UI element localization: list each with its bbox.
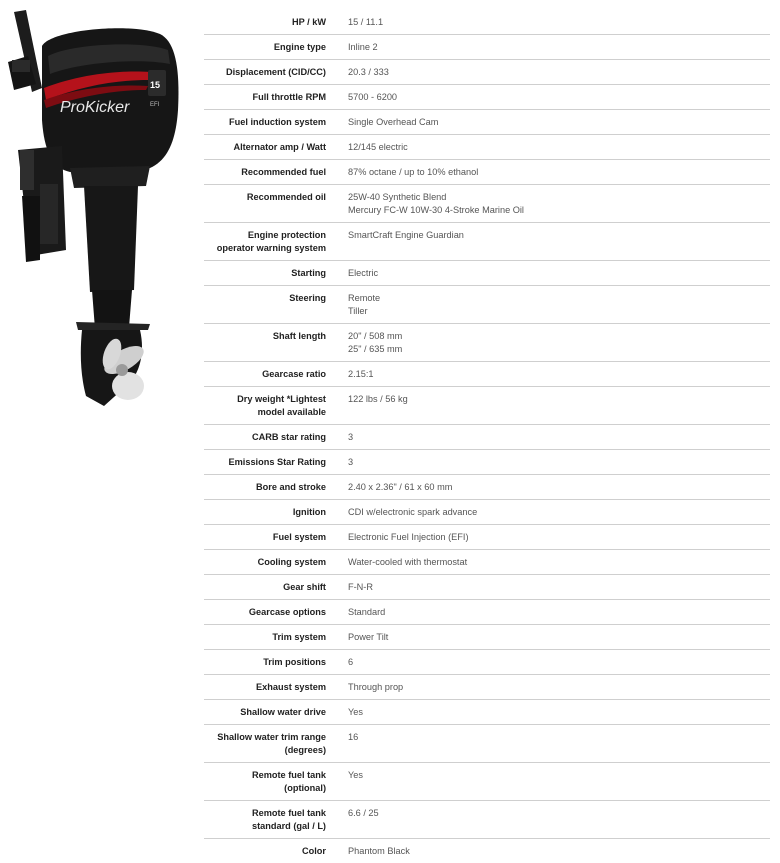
spec-row xyxy=(204,450,770,475)
spec-value-line: Phantom Black xyxy=(348,845,770,858)
spec-row xyxy=(204,223,770,261)
spec-row xyxy=(204,600,770,625)
spec-value-line: Remote xyxy=(348,292,770,305)
spec-label-line: Shaft length xyxy=(204,330,326,343)
spec-value xyxy=(336,675,770,700)
spec-value-line: Yes xyxy=(348,706,770,719)
spec-value-line: Yes xyxy=(348,769,770,782)
spec-label-line: Steering xyxy=(204,292,326,305)
spec-label-line: CARB star rating xyxy=(204,431,326,444)
spec-row xyxy=(204,110,770,135)
spec-value-line: 16 xyxy=(348,731,770,744)
spec-label xyxy=(204,110,336,135)
spec-value xyxy=(336,110,770,135)
spec-label-line: Cooling system xyxy=(204,556,326,569)
spec-label-line: Engine type xyxy=(204,41,326,54)
spec-label xyxy=(204,725,336,763)
spec-value-line: 6 xyxy=(348,656,770,669)
spec-label xyxy=(204,261,336,286)
spec-row xyxy=(204,135,770,160)
spec-label-line: (optional) xyxy=(204,782,326,795)
spec-value-line: 25W-40 Synthetic Blend xyxy=(348,191,770,204)
spec-label xyxy=(204,160,336,185)
spec-label xyxy=(204,625,336,650)
spec-row xyxy=(204,85,770,110)
spec-label xyxy=(204,35,336,60)
spec-label xyxy=(204,60,336,85)
spec-row xyxy=(204,801,770,839)
spec-label xyxy=(204,600,336,625)
spec-value-line: Water-cooled with thermostat xyxy=(348,556,770,569)
spec-value-line: 3 xyxy=(348,431,770,444)
spec-value xyxy=(336,60,770,85)
spec-value-line: Electric xyxy=(348,267,770,280)
spec-row xyxy=(204,575,770,600)
spec-row xyxy=(204,500,770,525)
spec-value-line: 122 lbs / 56 kg xyxy=(348,393,770,406)
spec-label-line: Recommended oil xyxy=(204,191,326,204)
spec-label-line: Alternator amp / Watt xyxy=(204,141,326,154)
spec-value xyxy=(336,160,770,185)
spec-row xyxy=(204,763,770,801)
spec-value-line: 2.15:1 xyxy=(348,368,770,381)
spec-label-line: Bore and stroke xyxy=(204,481,326,494)
spec-row xyxy=(204,160,770,185)
spec-value xyxy=(336,475,770,500)
spec-label-line: Trim system xyxy=(204,631,326,644)
spec-label xyxy=(204,185,336,223)
spec-value xyxy=(336,550,770,575)
spec-label-line: (degrees) xyxy=(204,744,326,757)
spec-label-line: Trim positions xyxy=(204,656,326,669)
spec-label xyxy=(204,324,336,362)
spec-label-line: Fuel system xyxy=(204,531,326,544)
spec-row xyxy=(204,185,770,223)
spec-value-line: Power Tilt xyxy=(348,631,770,644)
spec-value xyxy=(336,425,770,450)
spec-label xyxy=(204,223,336,261)
spec-label xyxy=(204,10,336,35)
spec-value-line: 25" / 635 mm xyxy=(348,343,770,356)
outboard-motor-image xyxy=(0,0,200,420)
spec-label-line: Starting xyxy=(204,267,326,280)
spec-row xyxy=(204,362,770,387)
spec-value xyxy=(336,600,770,625)
spec-label xyxy=(204,135,336,160)
spec-value xyxy=(336,387,770,425)
spec-value xyxy=(336,500,770,525)
spec-value xyxy=(336,801,770,839)
spec-row xyxy=(204,725,770,763)
spec-label xyxy=(204,387,336,425)
spec-label-line: Fuel induction system xyxy=(204,116,326,129)
spec-label-line: Recommended fuel xyxy=(204,166,326,179)
spec-row xyxy=(204,286,770,324)
spec-value-line: Electronic Fuel Injection (EFI) xyxy=(348,531,770,544)
spec-value-line: Through prop xyxy=(348,681,770,694)
spec-label xyxy=(204,575,336,600)
spec-label-line: Displacement (CID/CC) xyxy=(204,66,326,79)
spec-label-line: Dry weight *Lightest xyxy=(204,393,326,406)
spec-value-line: 20.3 / 333 xyxy=(348,66,770,79)
spec-value-line: 6.6 / 25 xyxy=(348,807,770,820)
spec-label-line: HP / kW xyxy=(204,16,326,29)
spec-label xyxy=(204,675,336,700)
spec-label xyxy=(204,839,336,863)
spec-value xyxy=(336,223,770,261)
spec-value-line: SmartCraft Engine Guardian xyxy=(348,229,770,242)
spec-label-line: standard (gal / L) xyxy=(204,820,326,833)
spec-row xyxy=(204,387,770,425)
spec-value-line: 3 xyxy=(348,456,770,469)
cowl-brand-text: ProKicker xyxy=(60,99,130,116)
spec-value-line: Standard xyxy=(348,606,770,619)
spec-label xyxy=(204,525,336,550)
spec-value xyxy=(336,839,770,863)
spec-label-line: Full throttle RPM xyxy=(204,91,326,104)
spec-label-line: Color xyxy=(204,845,326,858)
spec-label xyxy=(204,286,336,324)
spec-row xyxy=(204,700,770,725)
spec-label-line: Shallow water drive xyxy=(204,706,326,719)
spec-row xyxy=(204,475,770,500)
spec-label-line: Engine protection xyxy=(204,229,326,242)
spec-value-line: 15 / 11.1 xyxy=(348,16,770,29)
spec-row xyxy=(204,550,770,575)
spec-value-line: Mercury FC-W 10W-30 4-Stroke Marine Oil xyxy=(348,204,770,217)
spec-row xyxy=(204,60,770,85)
spec-value-line: Single Overhead Cam xyxy=(348,116,770,129)
spec-label-line: Ignition xyxy=(204,506,326,519)
spec-value-line: F-N-R xyxy=(348,581,770,594)
spec-value xyxy=(336,725,770,763)
spec-value xyxy=(336,324,770,362)
spec-label xyxy=(204,450,336,475)
spec-value xyxy=(336,261,770,286)
spec-label-line: Shallow water trim range xyxy=(204,731,326,744)
spec-label-line: model available xyxy=(204,406,326,419)
spec-label xyxy=(204,801,336,839)
spec-value xyxy=(336,575,770,600)
spec-value xyxy=(336,525,770,550)
spec-value-line: 87% octane / up to 10% ethanol xyxy=(348,166,770,179)
spec-value-line: Inline 2 xyxy=(348,41,770,54)
spec-row xyxy=(204,650,770,675)
spec-value-line: CDI w/electronic spark advance xyxy=(348,506,770,519)
spec-value xyxy=(336,625,770,650)
spec-label-line: Exhaust system xyxy=(204,681,326,694)
spec-table xyxy=(204,10,770,863)
cowl-hp-text: 15 xyxy=(150,80,160,90)
spec-label xyxy=(204,700,336,725)
spec-value xyxy=(336,450,770,475)
spec-value xyxy=(336,35,770,60)
spec-value-line: 12/145 electric xyxy=(348,141,770,154)
outboard-motor-icon xyxy=(0,0,200,420)
spec-label xyxy=(204,362,336,387)
spec-label-line: Gearcase ratio xyxy=(204,368,326,381)
spec-label-line: Gearcase options xyxy=(204,606,326,619)
spec-row xyxy=(204,625,770,650)
spec-row xyxy=(204,839,770,863)
spec-value-line: 5700 - 6200 xyxy=(348,91,770,104)
spec-value xyxy=(336,85,770,110)
spec-label xyxy=(204,550,336,575)
spec-label-line: operator warning system xyxy=(204,242,326,255)
spec-value xyxy=(336,10,770,35)
spec-label-line: Remote fuel tank xyxy=(204,807,326,820)
spec-row xyxy=(204,675,770,700)
spec-row xyxy=(204,261,770,286)
spec-table-body xyxy=(204,10,770,863)
spec-label xyxy=(204,763,336,801)
spec-value xyxy=(336,650,770,675)
spec-row xyxy=(204,525,770,550)
cowl-tag-text: EFI xyxy=(150,102,160,108)
spec-value xyxy=(336,135,770,160)
spec-label-line: Emissions Star Rating xyxy=(204,456,326,469)
spec-value xyxy=(336,286,770,324)
spec-value xyxy=(336,763,770,801)
spec-value-line: Tiller xyxy=(348,305,770,318)
spec-value xyxy=(336,700,770,725)
spec-row xyxy=(204,324,770,362)
spec-label-line: Remote fuel tank xyxy=(204,769,326,782)
spec-label xyxy=(204,475,336,500)
spec-label xyxy=(204,85,336,110)
spec-label xyxy=(204,425,336,450)
spec-value xyxy=(336,362,770,387)
spec-row xyxy=(204,35,770,60)
spec-value-line: 2.40 x 2.36" / 61 x 60 mm xyxy=(348,481,770,494)
spec-label xyxy=(204,500,336,525)
spec-value xyxy=(336,185,770,223)
spec-row xyxy=(204,10,770,35)
spec-label-line: Gear shift xyxy=(204,581,326,594)
spec-label xyxy=(204,650,336,675)
spec-value-line: 20" / 508 mm xyxy=(348,330,770,343)
spec-row xyxy=(204,425,770,450)
